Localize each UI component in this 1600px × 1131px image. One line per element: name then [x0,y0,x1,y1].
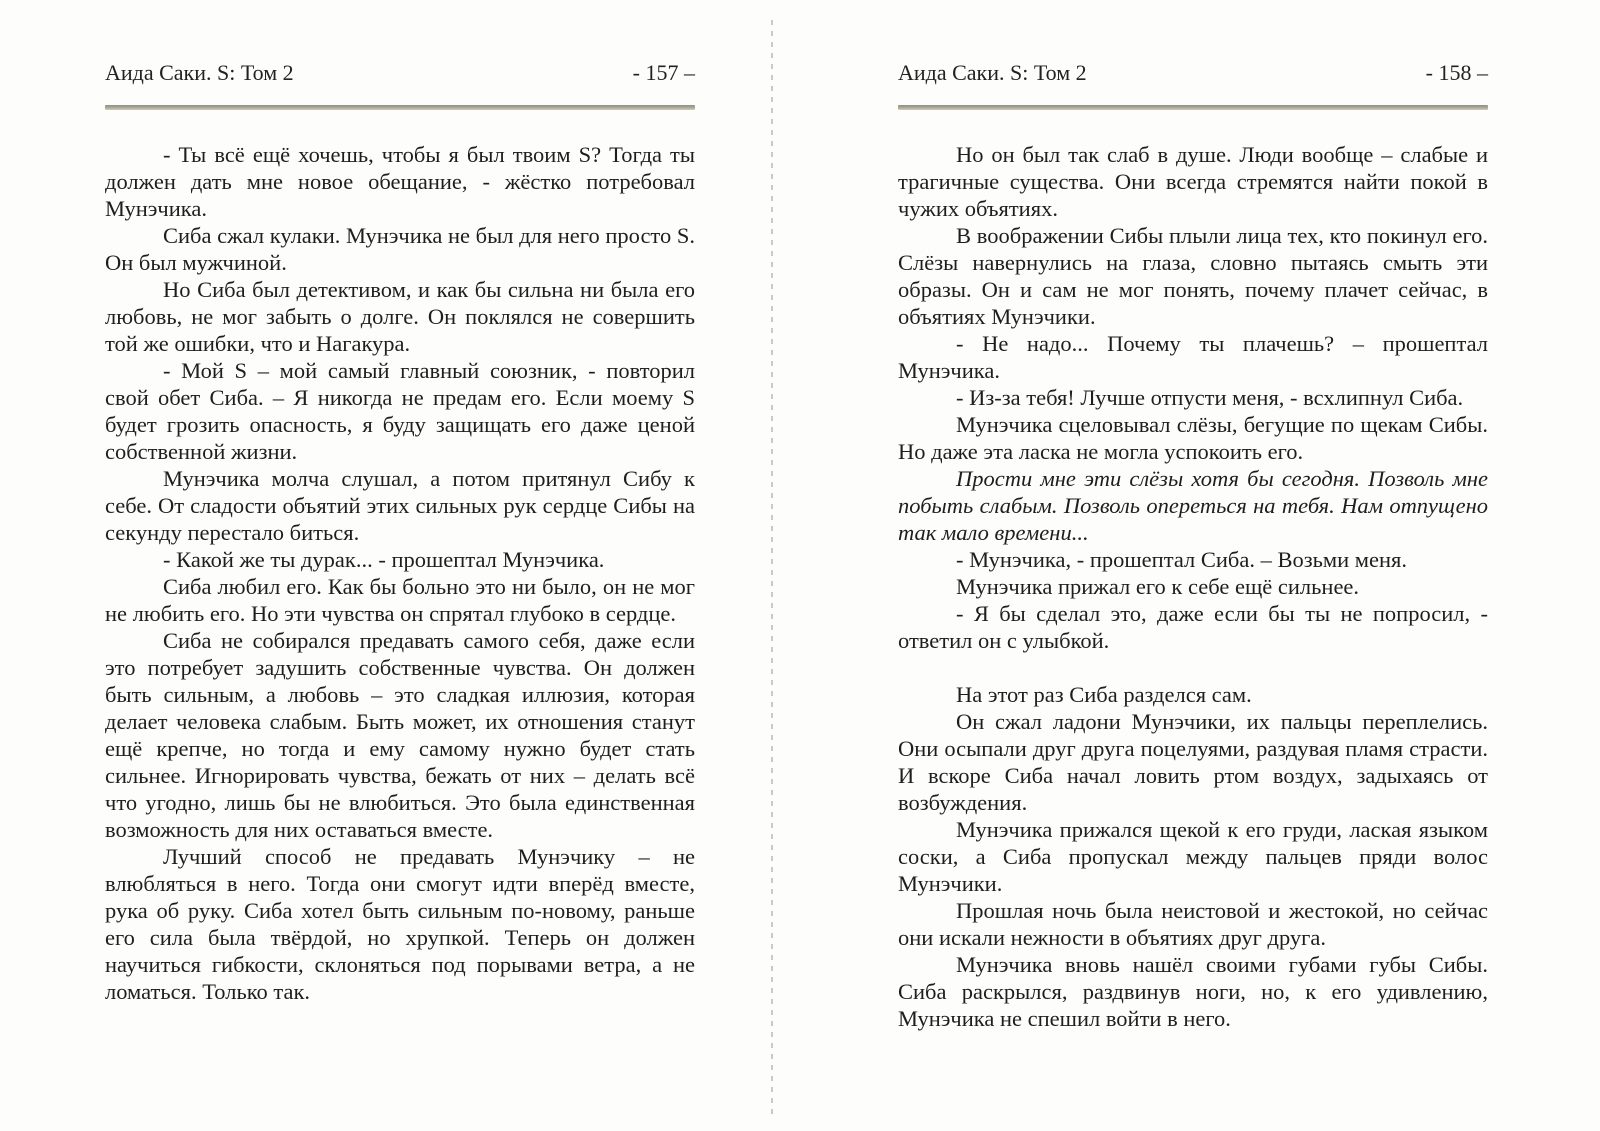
paragraph: Сиба сжал кулаки. Мунэчика не был для него просто S. Он был мужчиной. [105,223,695,275]
page-body [105,141,695,1005]
paragraph: Мунэчика вновь нашёл своими губами губы Сибы. Сиба раскрылся, раздвинув ноги, но, к его удивлению, Мунэчика не спешил войти в него. [898,952,1488,1031]
running-header [105,58,695,88]
paragraph: Мунэчика сцеловывал слёзы, бегущие по щекам Сибы. Но даже эта ласка не могла успокоить его. [898,412,1488,464]
page-158 [898,58,1488,1032]
running-title: Аида Саки. S: Том 2 [105,60,294,85]
paragraph: - Я бы сделал это, даже если бы ты не попросил, - ответил он с улыбкой. [898,601,1488,653]
paragraph: - Ты всё ещё хочешь, чтобы я был твоим S? Тогда ты должен дать мне новое обещание, - жёстко потребовал Мунэчика. [105,142,695,221]
paragraph: - Мунэчика, - прошептал Сиба. – Возьми меня. [956,547,1408,572]
page-number: - 157 – [632,60,695,85]
paragraph-inner-monologue: Прости мне эти слёзы хотя бы сегодня. Позволь мне побыть слабым. Позволь опереться на тебя. Нам отпущено так мало времени... [898,466,1488,545]
header-rule [105,105,695,110]
paragraph: Мунэчика прижал его к себе ещё сильнее. [956,574,1360,599]
paragraph: Прошлая ночь была неистовой и жестокой, но сейчас они искали нежности в объятиях друг друга. [898,898,1488,950]
paragraph: - Какой же ты дурак... - прошептал Мунэчика. [163,547,605,572]
paragraph: - Мой S – мой самый главный союзник, - повторил свой обет Сиба. – Я никогда не предам его. Если моему S будет грозить опасность, я буду защищать его даже ценой собственной жизни. [105,358,695,464]
paragraph: Лучший способ не предавать Мунэчику – не влюбляться в него. Тогда они смогут идти вперёд вместе, рука об руку. Сиба хотел быть сильным по-новому, раньше его сила была твёрдой, но хрупкой. Теперь он должен научиться гибкости, склоняться под порывами ветра, а не ломаться. Только так. [105,844,695,1004]
page-157 [105,58,695,1005]
paragraph: Но он был так слаб в душе. Люди вообще – слабые и трагичные существа. Они всегда стремятся найти покой в чужих объятиях. [898,142,1488,221]
paragraph: В воображении Сибы плыли лица тех, кто покинул его. Слёзы навернулись на глаза, словно пытаясь смыть эти образы. Он и сам не мог понять, почему плачет сейчас, в объятиях Мунэчики. [898,223,1488,329]
paragraph-scene-break: На этот раз Сиба разделся сам. [956,682,1252,707]
running-title: Аида Саки. S: Том 2 [898,60,1087,85]
paragraph: Он сжал ладони Мунэчики, их пальцы переплелись. Они осыпали друг друга поцелуями, раздувая пламя страсти. И вскоре Сиба начал ловить ртом воздух, задыхаясь от возбуждения. [898,709,1488,815]
page-number: - 158 – [1425,60,1488,85]
paragraph: - Из-за тебя! Лучше отпусти меня, - всхлипнул Сиба. [956,385,1464,410]
page-body [898,141,1488,1032]
running-header [898,58,1488,88]
paragraph: - Не надо... Почему ты плачешь? – прошептал Мунэчика. [898,331,1488,383]
paragraph: Мунэчика молча слушал, а потом притянул Сибу к себе. От сладости объятий этих сильных рук сердце Сибы на секунду перестало биться. [105,466,695,545]
paragraph: Сиба любил его. Как бы больно это ни было, он не мог не любить его. Но эти чувства он спрятал глубоко в сердце. [105,574,695,626]
header-rule [898,105,1488,110]
paragraph: Но Сиба был детективом, и как бы сильна ни была его любовь, не мог забыть о долге. Он поклялся не совершить той же ошибки, что и Нагакура. [105,277,695,356]
paragraph: Сиба не собирался предавать самого себя, даже если это потребует задушить собственные чувства. Он должен быть сильным, а любовь – это сладкая иллюзия, которая делает человека слабым. Быть может, их отношения станут ещё крепче, но тогда и ему самому нужно будет стать сильнее. Игнорировать чувства, бежать от них – делать всё что угодно, лишь бы не влюбиться. Это была единственная возможность для них оставаться вместе. [105,628,695,842]
page-divider [771,20,773,1120]
paragraph: Мунэчика прижался щекой к его груди, лаская языком соски, а Сиба пропускал между пальцев пряди волос Мунэчики. [898,817,1488,896]
